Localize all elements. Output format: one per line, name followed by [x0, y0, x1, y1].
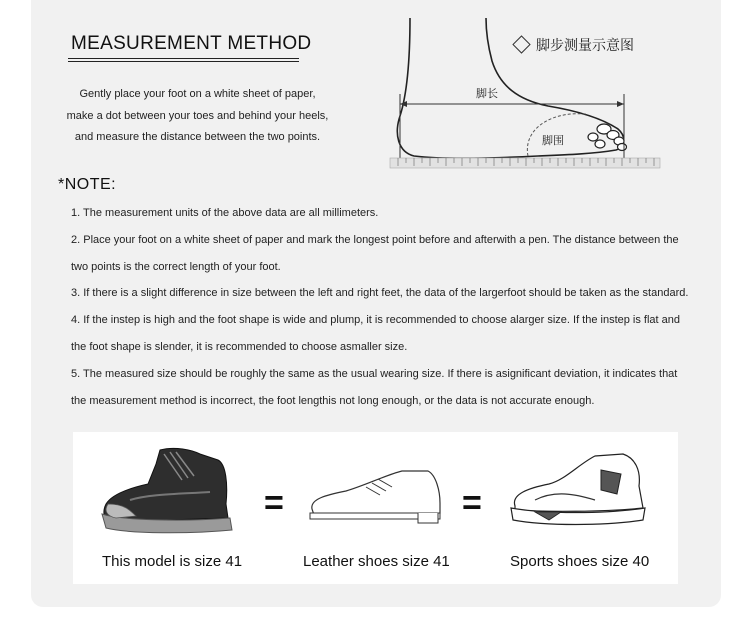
- leather-shoe-image: [306, 465, 446, 525]
- note-line: 1. The measurement units of the above data are all millimeters.: [71, 207, 379, 219]
- note-heading: *NOTE:: [58, 176, 117, 193]
- equals-sign: =: [462, 484, 482, 522]
- note-line: 2. Place your foot on a white sheet of paper and mark the longest point before and afterwith a pen. The distance between the: [71, 233, 679, 246]
- intro-line: and measure the distance between the two points.: [74, 131, 321, 143]
- page-title: MEASUREMENT METHOD: [71, 33, 312, 54]
- notes-list: [71, 200, 711, 414]
- note-line: 4. If the instep is high and the foot shape is wide and plump, it is recommended to choose alarger size. If the instep is flat and: [71, 314, 681, 327]
- title-underline: [68, 58, 299, 59]
- note-line: 3. If there is a slight difference in size between the left and right feet, the data of the largerfoot should be taken as the standard.: [71, 287, 689, 300]
- sports-shoe-image: [505, 450, 649, 530]
- diamond-icon: [512, 35, 530, 53]
- ruler: [390, 158, 660, 168]
- title-underline-2: [68, 61, 299, 62]
- caption-leather-shoes: Leather shoes size 41: [303, 553, 450, 570]
- toes: [588, 124, 627, 151]
- safety-boot-image: [100, 444, 236, 536]
- diagram-title: [515, 35, 634, 55]
- caption-sports-shoes: Sports shoes size 40: [510, 553, 650, 570]
- equals-sign: =: [264, 484, 284, 522]
- girth-label: 脚围: [542, 134, 564, 147]
- intro-text: [50, 84, 345, 149]
- note-line: 5. The measured size should be roughly the same as the usual wearing size. If there is asignificant deviation, it indicates that: [71, 367, 678, 380]
- note-line: the foot shape is slender, it is recommended to choose asmaller size.: [71, 340, 408, 353]
- intro-line: Gently place your foot on a white sheet of paper,: [79, 88, 316, 100]
- note-line: the measurement method is incorrect, the foot lengthis not long enough, or the data is not accurate enough.: [71, 394, 595, 407]
- intro-line: make a dot between your toes and behind your heels,: [66, 109, 329, 122]
- length-label: 脚长: [476, 87, 498, 100]
- caption-this-model: This model is size 41: [102, 553, 243, 570]
- note-line: two points is the correct length of your foot.: [71, 260, 281, 273]
- diagram-title-text: 脚步测量示意图: [536, 38, 634, 54]
